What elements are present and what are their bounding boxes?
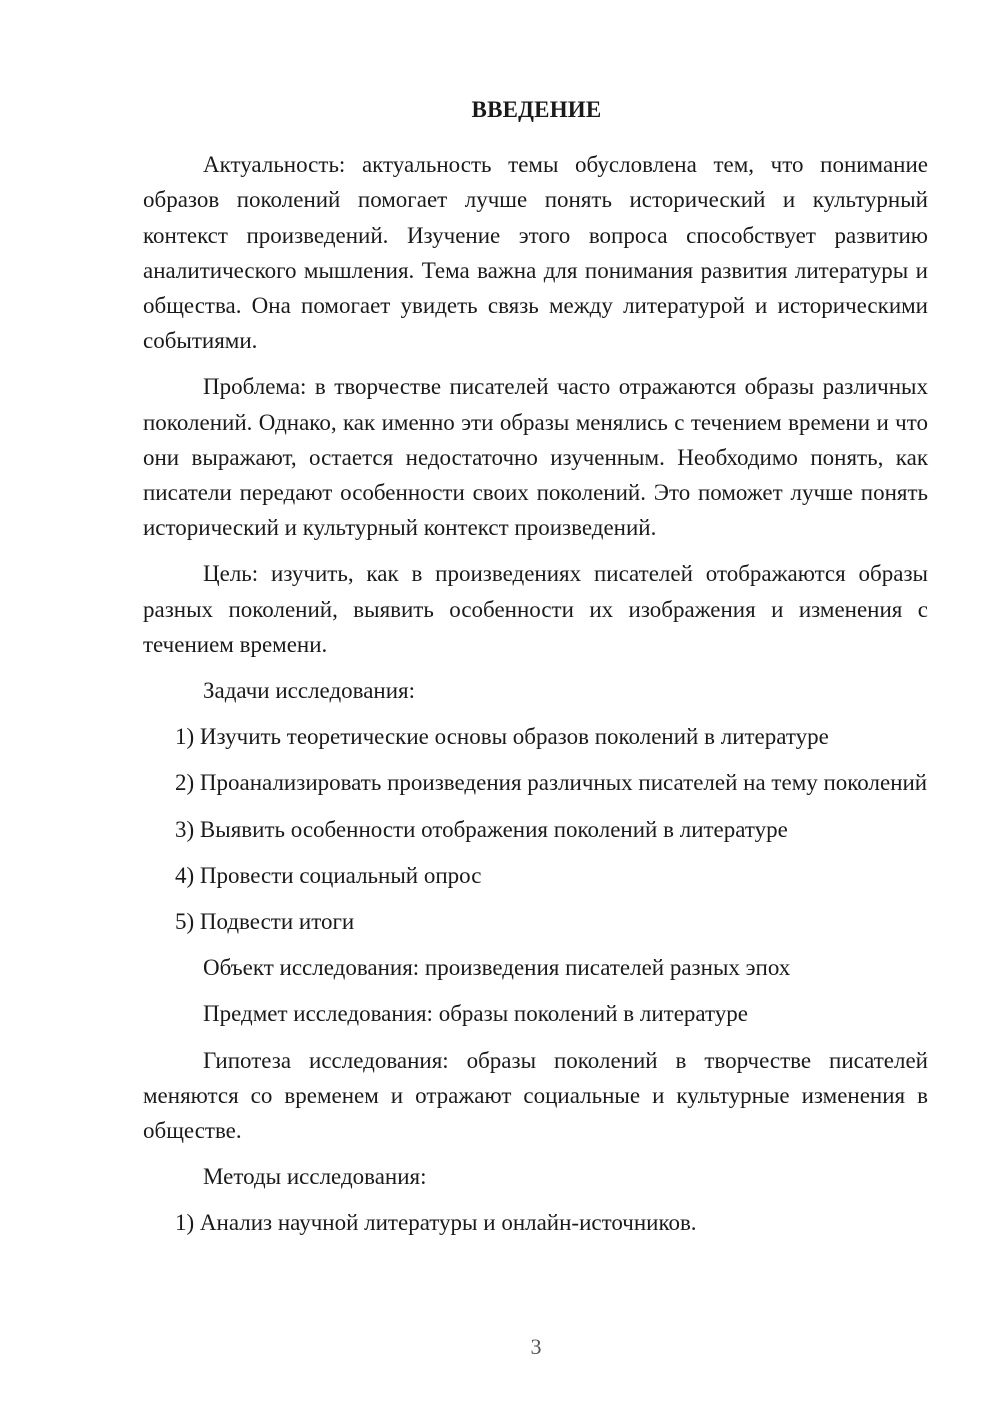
tasks-heading: Задачи исследования:	[203, 678, 416, 704]
goal-paragraph: Цель: изучить, как в произведениях писателей отображаются образы разных поколений, выявить особенности их изображения и изменения с течением времени.	[143, 561, 928, 657]
methods-heading: Методы исследования:	[203, 1164, 427, 1190]
hypothesis-paragraph: Гипотеза исследования: образы поколений в творчестве писателей меняются со временем и отражают социальные и культурные изменения в обществе.	[143, 1047, 928, 1144]
problem-paragraph: Проблема: в творчестве писателей часто отражаются образы различных поколений. Однако, как именно эти образы менялись с течением времени и что они выражают, остается недостаточно изученным. Необходимо понять, как писатели передают особенности своих поколений. Это поможет лучше понять исторический и культурный контекст произведений.	[143, 374, 928, 541]
page-content	[143, 92, 928, 1252]
task-item-5: 5) Подвести итоги	[175, 909, 355, 935]
task-item-2: 2) Проанализировать произведения различных писателей на тему поколений	[175, 770, 928, 796]
relevance-paragraph: Актуальность: актуальность темы обусловлена тем, что понимание образов поколений помогает лучше понять исторический и культурный контекст произведений. Изучение этого вопроса способствует развитию аналитического мышления. Тема важна для понимания развития литературы и общества. Она помогает увидеть связь между литературой и историческими событиями.	[143, 152, 928, 354]
object-paragraph: Объект исследования: произведения писателей разных эпох	[203, 955, 791, 981]
section-heading: ВВЕДЕНИЕ	[471, 97, 602, 122]
subject-paragraph: Предмет исследования: образы поколений в литературе	[203, 1001, 748, 1027]
task-item-1: 1) Изучить теоретические основы образов поколений в литературе	[175, 724, 829, 750]
method-item-1: 1) Анализ научной литературы и онлайн-источников.	[175, 1210, 697, 1236]
task-item-3: 3) Выявить особенности отображения поколений в литературе	[175, 816, 788, 842]
task-item-4: 4) Провести социальный опрос	[175, 862, 482, 888]
page-number: 3	[530, 1334, 542, 1359]
